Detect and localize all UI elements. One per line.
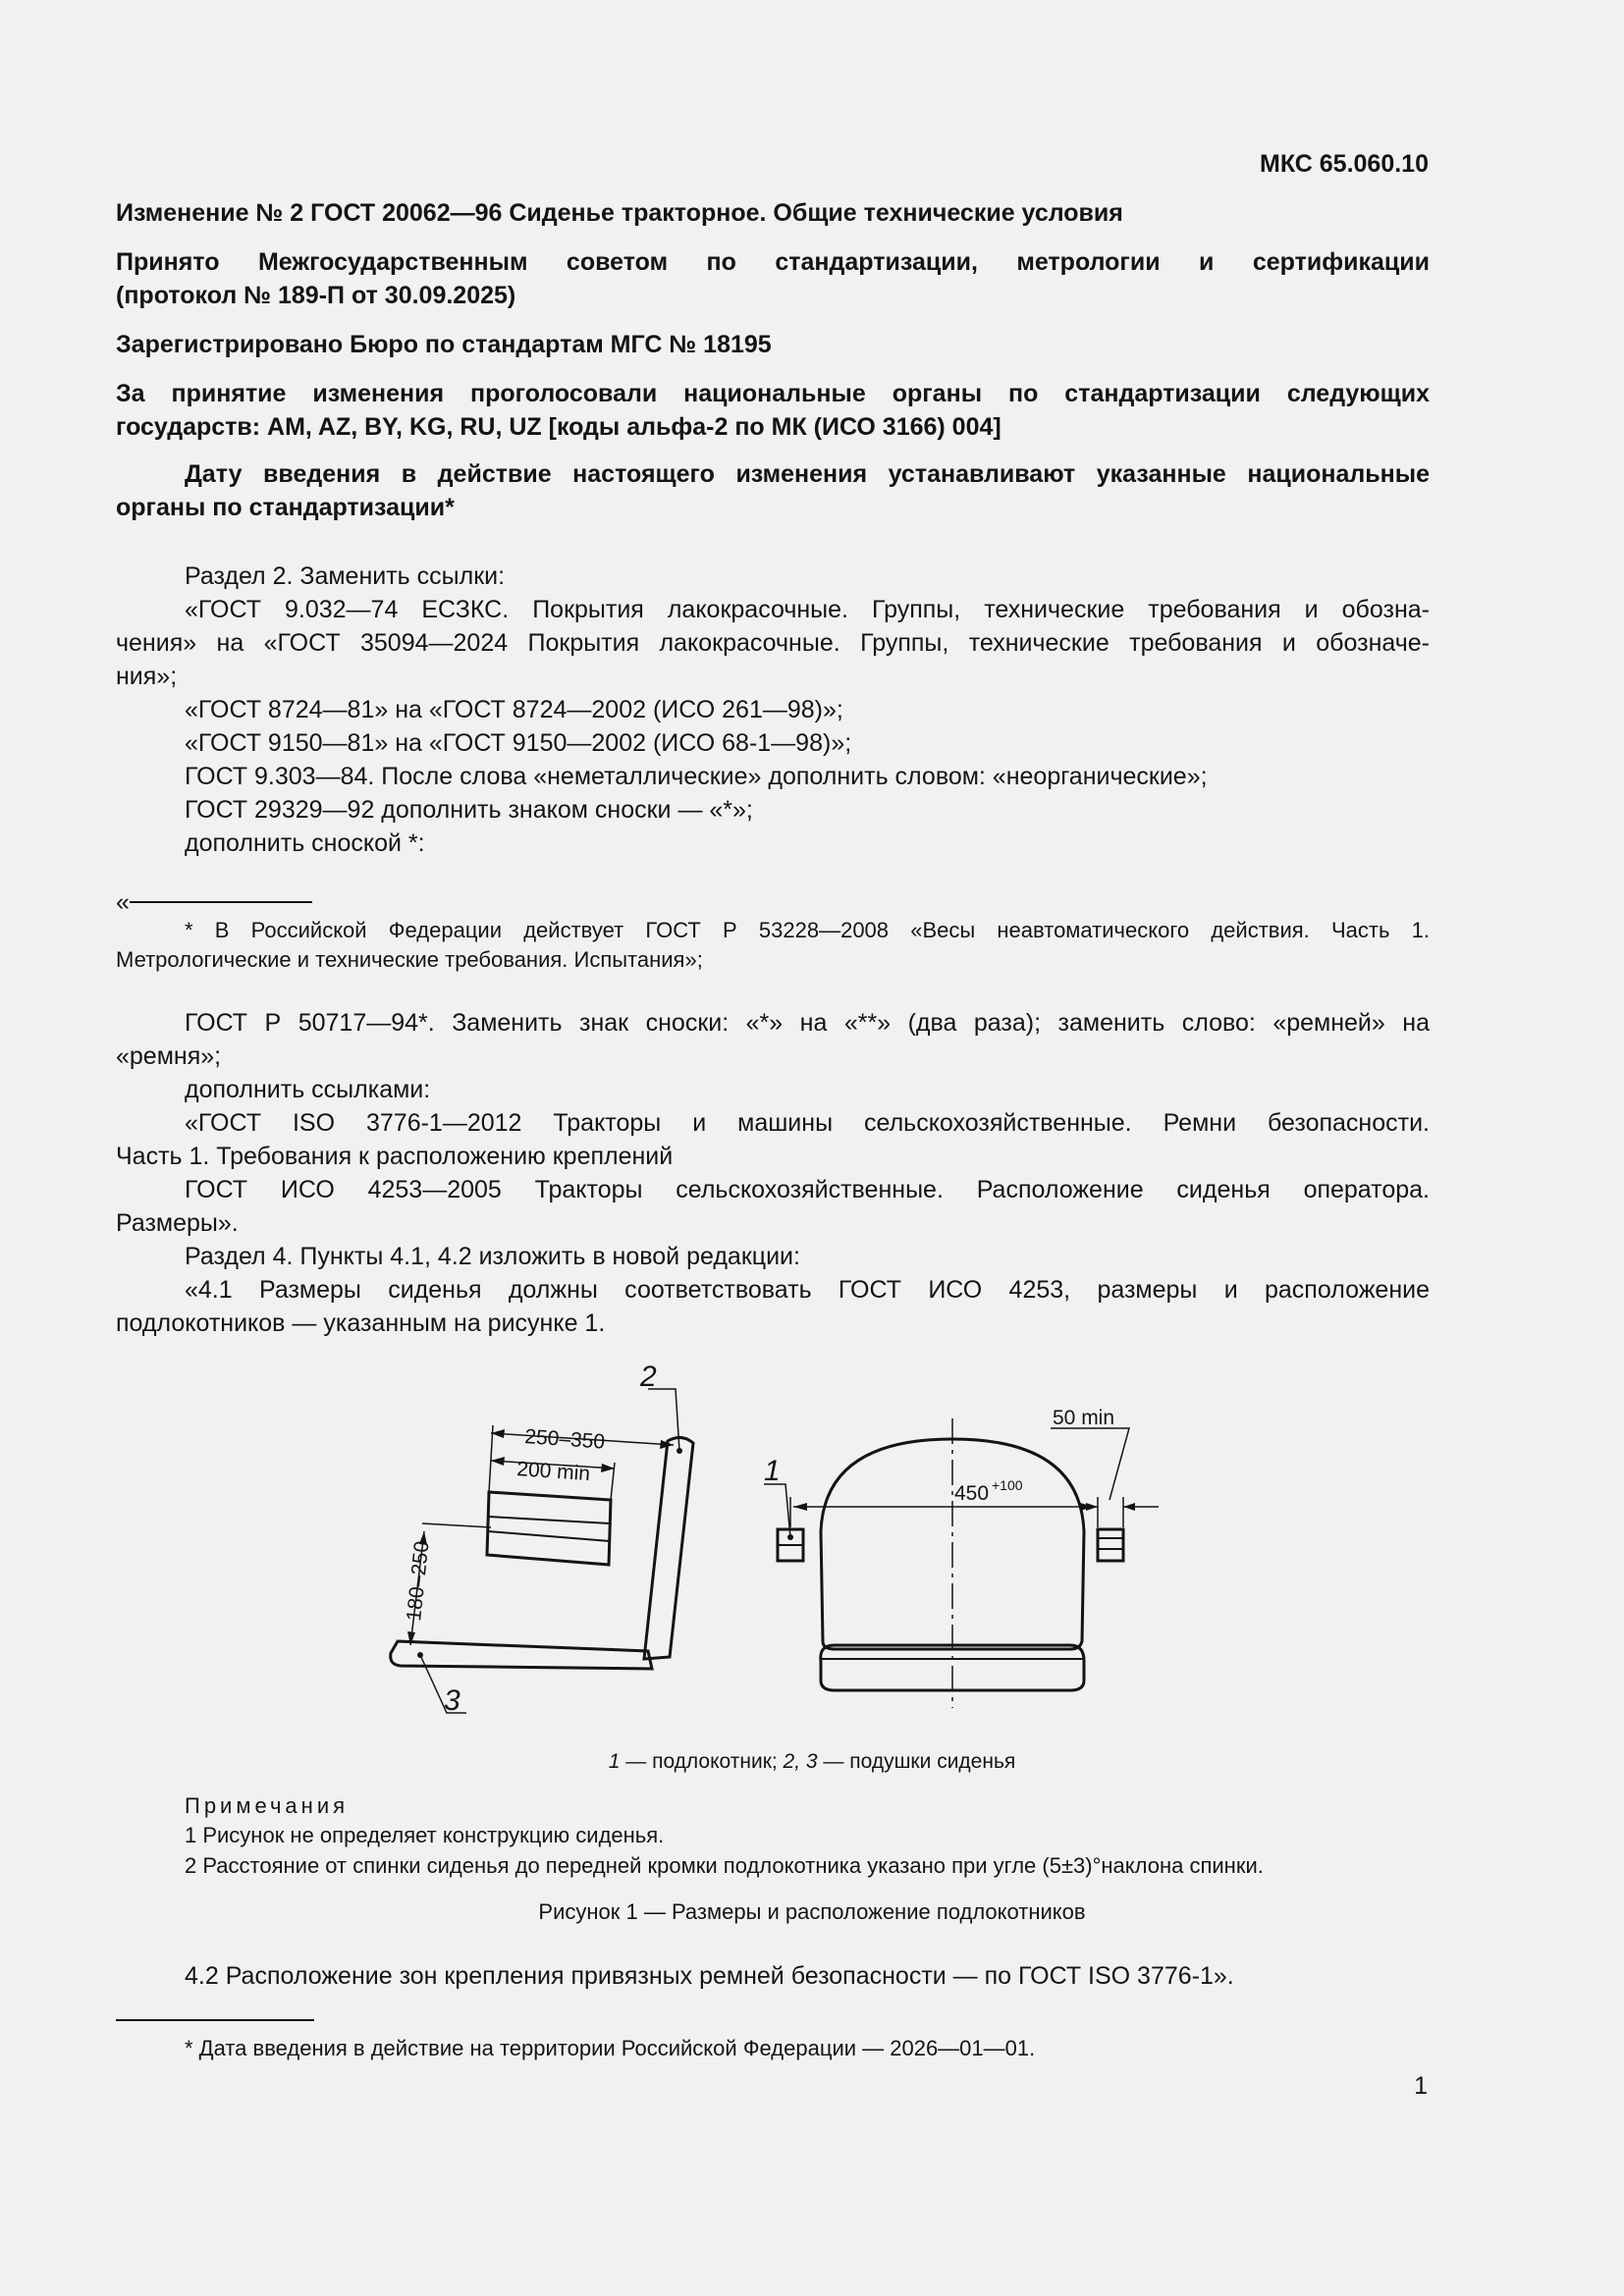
body-line: ГОСТ ИСО 4253—2005 Тракторы сельскохозяйственные. Расположение сиденья оператора. [185, 1176, 1430, 1203]
body-line: «ГОСТ 9.032—74 ЕСЗКС. Покрытия лакокрасочные. Группы, технические требования и обозна- [185, 596, 1430, 623]
footnote-text: * Дата введения в действие на территории Российской Федерации — 2026—01—01. [185, 2036, 1036, 2060]
body-line: «ГОСТ 8724—81» на «ГОСТ 8724—2002 (ИСО 261—98)»; [185, 696, 843, 723]
body-line: дополнить ссылками: [185, 1076, 431, 1103]
registered-line: Зарегистрировано Бюро по стандартам МГС № 18195 [116, 331, 772, 358]
body-line: подлокотников — указанным на рисунке 1. [116, 1309, 606, 1337]
dim-180-250: 180–250 [403, 1539, 434, 1623]
body-line: дополнить сноской *: [185, 829, 425, 857]
figure-legend [0, 1750, 1624, 1774]
body-line: чения» на «ГОСТ 35094—2024 Покрытия лакокрасочные. Группы, технические требования и обозначе- [116, 629, 1430, 657]
dim-200-min: 200 min [515, 1458, 591, 1486]
body-line: ГОСТ Р 50717—94*. Заменить знак сноски: «*» на «**» (два раза); заменить слово: «ремней» на [185, 1009, 1430, 1037]
legend-23-num: 2, 3 [783, 1750, 818, 1773]
page-number: 1 [1414, 2072, 1428, 2100]
inner-footnote-line-2: Метрологические и технические требования. Испытания»; [116, 947, 703, 972]
note-1: 1 Рисунок не определяет конструкцию сиденья. [185, 1823, 665, 1847]
date-line-2: органы по стандартизации* [116, 494, 455, 521]
voted-line-1: За принятие изменения проголосовали национальные органы по стандартизации следующих [116, 380, 1430, 407]
figure-caption: Рисунок 1 — Размеры и расположение подлокотников [538, 1899, 1086, 1924]
seat-cushion-side [391, 1641, 652, 1669]
document-title: Изменение № 2 ГОСТ 20062—96 Сиденье тракторное. Общие технические условия [116, 199, 1123, 227]
dim-250-350: 250–350 [523, 1425, 606, 1454]
label-2: 2 [640, 1361, 657, 1393]
legend-1-text: — подлокотник; [620, 1750, 784, 1773]
body-line: Раздел 4. Пункты 4.1, 4.2 изложить в новой редакции: [185, 1243, 800, 1270]
body-line: «ГОСТ ISO 3776-1—2012 Тракторы и машины сельскохозяйственные. Ремни безопасности. [185, 1109, 1430, 1137]
mks-code: МКС 65.060.10 [1260, 150, 1429, 178]
inner-footnote-mark: « [116, 888, 130, 916]
adopted-line-1: Принято Межгосударственным советом по стандартизации, метрологии и сертификации [116, 248, 1430, 276]
body-line: Раздел 2. Заменить ссылки: [185, 562, 506, 590]
label-1: 1 [764, 1455, 781, 1487]
body-line: «ГОСТ 9150—81» на «ГОСТ 9150—2002 (ИСО 68-1—98)»; [185, 729, 852, 757]
legend-23-text: — подушки сиденья [817, 1750, 1016, 1773]
note-2: 2 Расстояние от спинки сиденья до передней кромки подлокотника указано при угле (5±3)°наклона спинки. [185, 1853, 1264, 1878]
paragraph-4-2: 4.2 Расположение зон крепления привязных ремней безопасности — по ГОСТ ISO 3776-1». [185, 1962, 1234, 1990]
body-line: ГОСТ 29329—92 дополнить знаком сноски — «*»; [185, 796, 753, 824]
date-line-1: Дату введения в действие настоящего изменения устанавливают указанные национальные [185, 460, 1430, 488]
body-line: ГОСТ 9.303—84. После слова «неметаллические» дополнить словом: «неорганические»; [185, 763, 1208, 790]
legend-1-num: 1 [608, 1750, 621, 1773]
notes-title: Примечания [185, 1793, 350, 1818]
body-line: «ремня»; [116, 1042, 222, 1070]
footnote-rule [116, 2019, 314, 2021]
label-3: 3 [444, 1684, 460, 1717]
body-line: Часть 1. Требования к расположению креплений [116, 1143, 674, 1170]
dim-450: 450 [954, 1482, 990, 1505]
dim-50-min: 50 min [1053, 1407, 1115, 1429]
voted-line-2: государств: AM, AZ, BY, KG, RU, UZ [коды альфа-2 по МК (ИСО 3166) 004] [116, 413, 1001, 441]
dim-450-tolerance: +100 [992, 1477, 1023, 1493]
inner-footnote-line-1: * В Российской Федерации действует ГОСТ Р 53228—2008 «Весы неавтоматического действия. Часть 1. [185, 918, 1430, 942]
backrest-side [644, 1437, 693, 1659]
body-line: «4.1 Размеры сиденья должны соответствовать ГОСТ ИСО 4253, размеры и расположение [185, 1276, 1430, 1304]
adopted-line-2: (протокол № 189-П от 30.09.2025) [116, 282, 516, 309]
body-line: ния»; [116, 663, 178, 690]
armrest-side [487, 1492, 611, 1565]
armrest-right-front [1098, 1529, 1123, 1561]
body-line: Размеры». [116, 1209, 239, 1237]
